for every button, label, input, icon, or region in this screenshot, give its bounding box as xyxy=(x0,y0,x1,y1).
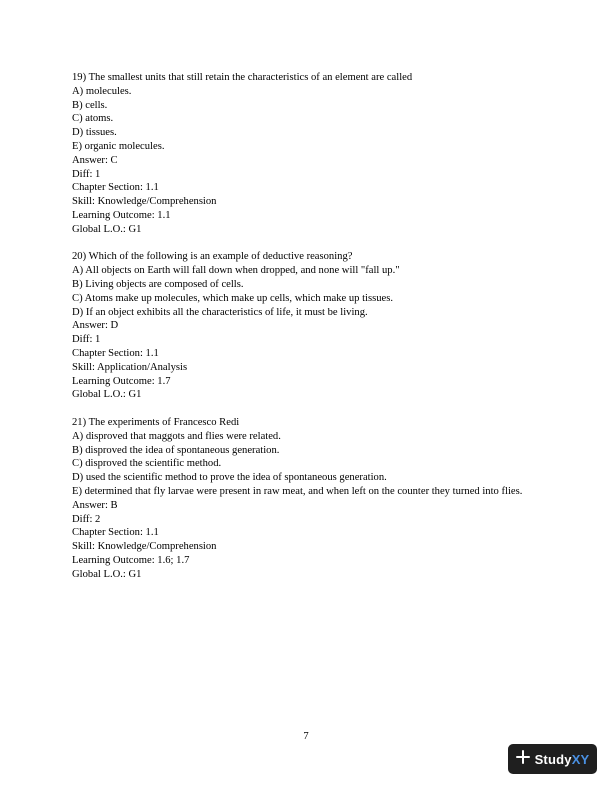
chapter-section: Chapter Section: 1.1 xyxy=(72,182,159,194)
answer-option: B) disproved the idea of spontaneous generation. xyxy=(72,444,280,456)
answer-option: D) tissues. xyxy=(72,127,117,139)
question-19 xyxy=(72,71,542,237)
answer-option: D) used the scientific method to prove the idea of spontaneous generation. xyxy=(72,472,387,484)
global-lo: Global L.O.: G1 xyxy=(72,223,142,235)
answer-option: B) cells. xyxy=(72,99,108,111)
question-list xyxy=(72,71,542,595)
answer-option: C) Atoms make up molecules, which make up cells, which make up tissues. xyxy=(72,292,393,304)
answer-option: A) All objects on Earth will fall down when dropped, and none will "fall up." xyxy=(72,265,400,277)
answer-key: Answer: B xyxy=(72,499,118,511)
answer-option: D) If an object exhibits all the characteristics of life, it must be living. xyxy=(72,306,368,318)
difficulty: Diff: 1 xyxy=(72,168,101,180)
question-21 xyxy=(72,416,542,582)
skill: Skill: Knowledge/Comprehension xyxy=(72,196,217,208)
question-stem: 20) Which of the following is an example of deductive reasoning? xyxy=(72,251,353,263)
chapter-section: Chapter Section: 1.1 xyxy=(72,527,159,539)
global-lo: Global L.O.: G1 xyxy=(72,568,142,580)
chapter-section: Chapter Section: 1.1 xyxy=(72,347,159,359)
learning-outcome: Learning Outcome: 1.6; 1.7 xyxy=(72,554,190,566)
answer-option: C) disproved the scientific method. xyxy=(72,458,222,470)
difficulty: Diff: 1 xyxy=(72,334,101,346)
answer-option: B) Living objects are composed of cells. xyxy=(72,278,244,290)
question-stem: 19) The smallest units that still retain the characteristics of an element are called xyxy=(72,72,413,83)
answer-option: E) organic molecules. xyxy=(72,140,165,152)
brand-name xyxy=(535,752,590,767)
brand-name-part2: XY xyxy=(571,751,590,767)
answer-option: C) atoms. xyxy=(72,113,114,125)
question-stem: 21) The experiments of Francesco Redi xyxy=(72,416,240,428)
answer-key: Answer: D xyxy=(72,320,119,332)
answer-option: A) disproved that maggots and flies were related. xyxy=(72,430,281,442)
studyxy-badge[interactable] xyxy=(508,744,597,774)
brand-name-part1: Study xyxy=(534,751,572,767)
question-20 xyxy=(72,250,542,402)
skill: Skill: Application/Analysis xyxy=(72,361,188,373)
skill: Skill: Knowledge/Comprehension xyxy=(72,541,217,553)
answer-key: Answer: C xyxy=(72,154,118,166)
learning-outcome: Learning Outcome: 1.1 xyxy=(72,209,171,221)
global-lo: Global L.O.: G1 xyxy=(72,389,142,401)
difficulty: Diff: 2 xyxy=(72,513,101,525)
page-number: 7 xyxy=(303,731,309,742)
answer-option: E) determined that fly larvae were present in raw meat, and when left on the counter they turned into flies. xyxy=(72,485,523,497)
learning-outcome: Learning Outcome: 1.7 xyxy=(72,375,171,387)
plus-icon xyxy=(516,750,530,769)
answer-option: A) molecules. xyxy=(72,85,132,97)
